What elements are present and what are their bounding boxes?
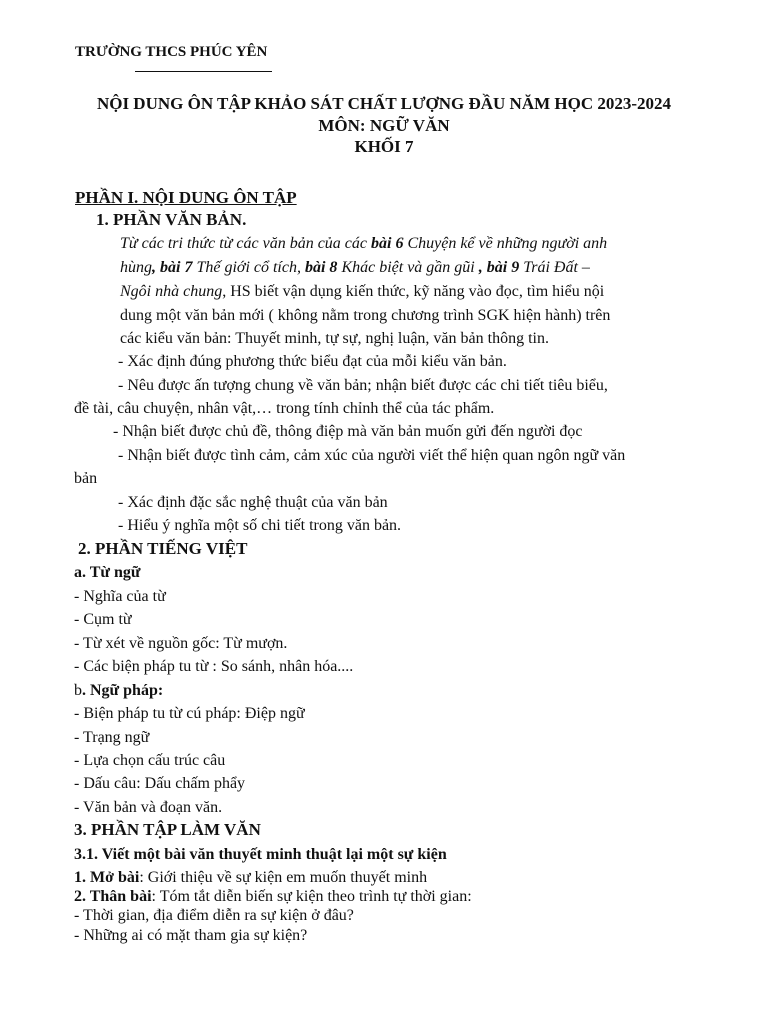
list-item: - Nghĩa của từ — [74, 588, 166, 605]
grade-line: KHỐI 7 — [354, 137, 414, 156]
intro-line-2: hùng, bài 7 Thế giới cổ tích, bài 8 Khác biệt và gần gũi , bài 9 Trái Đất – — [120, 259, 590, 276]
section1-bullet-4: - Nhận biết được tình cảm, cảm xúc của người viết thể hiện quan ngôn ngữ văn — [118, 447, 626, 464]
list-item: - Dấu câu: Dấu chấm phẩy — [74, 775, 246, 792]
section1-bullet-2: - Nêu được ấn tượng chung về văn bản; nhận biết được các chi tiết tiêu biểu, — [118, 377, 608, 394]
list-item: - Cụm từ — [74, 611, 132, 628]
intro-line-5: các kiểu văn bản: Thuyết minh, tự sự, nghị luận, văn bản thông tin. — [120, 330, 549, 347]
subsection-a-heading: a. Từ ngữ — [74, 564, 141, 581]
section1-bullet-4-cont: bản — [74, 470, 98, 487]
subject-line: MÔN: NGỮ VĂN — [318, 116, 450, 135]
section1-heading: 1. PHẦN VĂN BẢN. — [96, 210, 247, 229]
intro-line-3: Ngôi nhà chung, HS biết vận dụng kiến thức, kỹ năng vào đọc, tìm hiểu nội — [120, 283, 605, 300]
document-title: NỘI DUNG ÔN TẬP KHẢO SÁT CHẤT LƯỢNG ĐẦU NĂM HỌC 2023-2024 — [96, 94, 672, 113]
school-name: TRƯỜNG THCS PHÚC YÊN — [75, 44, 268, 60]
intro-line-4: dung một văn bản mới ( không nằm trong chương trình SGK hiện hành) trên — [120, 307, 611, 324]
list-item: - Các biện pháp tu từ : So sánh, nhân hóa.... — [74, 658, 354, 675]
section2-heading: 2. PHẦN TIẾNG VIỆT — [78, 539, 248, 558]
subsection-3-1-heading: 3.1. Viết một bài văn thuyết minh thuật lại một sự kiện — [74, 846, 447, 863]
section1-bullet-5: - Xác định đặc sắc nghệ thuật của văn bản — [118, 494, 388, 511]
header-divider — [135, 71, 272, 72]
mo-bai-line: 1. Mở bài: Giới thiệu về sự kiện em muốn thuyết minh — [74, 869, 428, 886]
section1-bullet-2-cont: đề tài, câu chuyện, nhân vật,… trong tính chỉnh thể của tác phẩm. — [74, 400, 495, 417]
list-item: - Những ai có mặt tham gia sự kiện? — [74, 927, 308, 944]
section1-bullet-3: - Nhận biết được chủ đề, thông điệp mà văn bản muốn gửi đến người đọc — [113, 423, 583, 440]
list-item: - Văn bản và đoạn văn. — [74, 799, 223, 816]
list-item: - Thời gian, địa điểm diễn ra sự kiện ở đâu? — [74, 907, 354, 924]
part1-heading: PHẦN I. NỘI DUNG ÔN TẬP — [75, 188, 297, 207]
list-item: - Lựa chọn cấu trúc câu — [74, 752, 226, 769]
list-item: - Từ xét về nguồn gốc: Từ mượn. — [74, 635, 288, 652]
list-item: - Trạng ngữ — [74, 729, 150, 746]
section3-heading: 3. PHẦN TẬP LÀM VĂN — [74, 820, 261, 839]
list-item: - Biện pháp tu từ cú pháp: Điệp ngữ — [74, 705, 305, 722]
section1-bullet-1: - Xác định đúng phương thức biểu đạt của mỗi kiểu văn bản. — [118, 353, 507, 370]
section1-bullet-6: - Hiểu ý nghĩa một số chi tiết trong văn bản. — [118, 517, 402, 534]
intro-line-1: Từ các tri thức từ các văn bản của các bài 6 Chuyện kể về những người anh — [120, 235, 608, 252]
subsection-b-heading: b. Ngữ pháp: — [74, 682, 164, 699]
than-bai-line: 2. Thân bài: Tóm tắt diễn biến sự kiện theo trình tự thời gian: — [74, 888, 472, 905]
